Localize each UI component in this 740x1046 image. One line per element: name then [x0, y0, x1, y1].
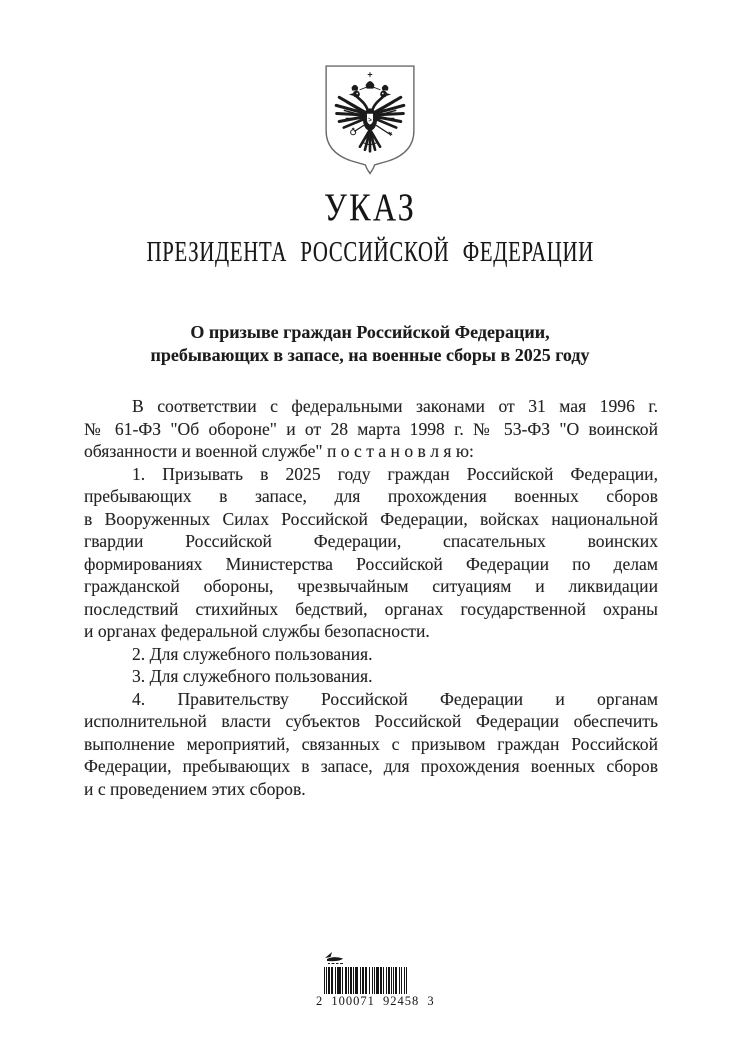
body-text: [84, 395, 658, 800]
text-line: в Вооруженных Силах Российской Федерации, войсках национальной: [84, 508, 658, 529]
issuer-heading-text: ПРЕЗИДЕНТА РОССИЙСКОЙ ФЕДЕРАЦИИ: [146, 237, 594, 268]
document-title: [0, 321, 740, 367]
text-line: пребывающих в запасе, для прохождения военных сборов: [84, 486, 658, 506]
double-headed-eagle-icon: [322, 62, 418, 175]
paragraph: [84, 463, 658, 643]
barcode-block: [316, 949, 435, 1009]
paragraph: [84, 665, 658, 688]
issuer-heading: [0, 236, 740, 270]
decree-heading-text: УКАЗ: [323, 186, 417, 229]
text-line: обязанности и военной службе" п о с т а н о в л я ю:: [84, 441, 474, 461]
paragraph: [84, 395, 658, 463]
text-line: В соответствии с федеральными законами от 31 мая 1996 г.: [132, 396, 658, 416]
text-line: исполнительной власти субъектов Российской Федерации обеспечить: [84, 711, 658, 731]
text-line: выполнение мероприятий, связанных с призывом граждан Российской: [84, 733, 658, 754]
text-line: 1. Призывать в 2025 году граждан Российской Федерации,: [132, 463, 658, 484]
document-title-line-2: пребывающих в запасе, на военные сборы в 2025 году: [150, 345, 590, 365]
state-emblem: [322, 62, 418, 175]
text-line: 4. Правительству Российской Федерации и органам: [132, 688, 658, 709]
text-line: Федерации, пребывающих в запасе, для прохождения военных сборов: [84, 756, 658, 776]
text-line: формированиях Министерства Российской Федерации по делам: [84, 553, 658, 574]
text-line: и органах федеральной службы безопасности.: [84, 621, 430, 641]
paragraph: [84, 688, 658, 801]
text-line: гражданской обороны, чрезвычайным ситуациям и ликвидации: [84, 576, 658, 596]
text-line: 2. Для служебного пользования.: [132, 643, 373, 664]
text-line: гвардии Российской Федерации, спасательных воинских: [84, 531, 658, 551]
paragraph: [84, 643, 658, 666]
barcode-icon: [324, 967, 407, 994]
barcode-number: 2 100071 92458 3: [316, 994, 435, 1008]
decree-heading: [0, 186, 740, 230]
text-line: последствий стихийных бедствий, органах государственной охраны: [84, 598, 658, 619]
text-line: 3. Для служебного пользования.: [132, 666, 373, 686]
barcode-bar: [406, 967, 407, 994]
print-mark-icon: [322, 950, 348, 966]
document-title-line-1: О призыве граждан Российской Федерации,: [190, 322, 550, 342]
text-line: и с проведением этих сборов.: [84, 778, 306, 799]
text-line: № 61-ФЗ "Об обороне" и от 28 марта 1998 г. № 53-ФЗ "О воинской: [84, 418, 658, 439]
